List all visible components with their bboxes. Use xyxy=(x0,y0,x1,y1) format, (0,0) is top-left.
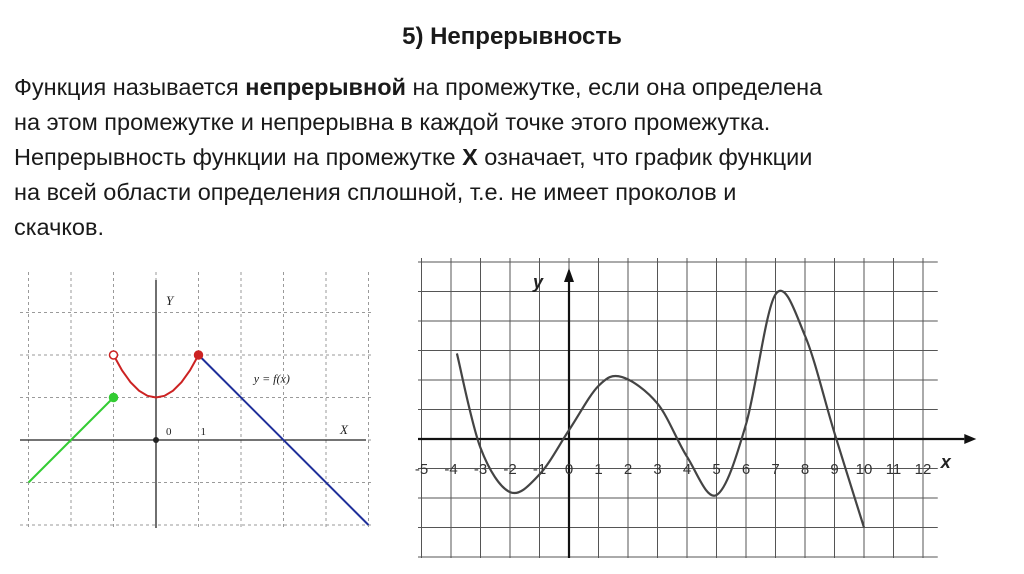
x-tick-label: -1 xyxy=(532,461,547,478)
definition-line-4: на всей области определения сплошной, т.е. не имеет проколов и xyxy=(14,179,737,205)
x-tick-label: 3 xyxy=(653,461,662,478)
filled-endpoint xyxy=(110,394,118,402)
text-span: Непрерывность функции на промежутке xyxy=(14,144,463,170)
y-axis-label: y xyxy=(533,272,544,292)
definition-line-2: на этом промежутке и непрерывна в каждой точке этого промежутка. xyxy=(14,109,771,135)
x-axis-label: X xyxy=(340,422,348,437)
open-endpoint xyxy=(110,351,118,359)
definition-line-1 xyxy=(14,70,1014,105)
tick-label: 0 xyxy=(166,426,172,438)
x-axis-label: x xyxy=(940,452,951,472)
bold-term-x: Х xyxy=(462,144,478,170)
bold-term-continuous: непрерывной xyxy=(245,74,406,100)
left-function-graph xyxy=(20,272,372,528)
x-tick-label: 2 xyxy=(623,461,633,478)
x-tick-label: 12 xyxy=(914,461,932,478)
x-tick-label: 7 xyxy=(771,461,780,478)
x-tick-label: 10 xyxy=(855,461,873,478)
definition-text xyxy=(14,70,1014,245)
x-tick-label: 5 xyxy=(712,461,721,478)
x-tick-label: 4 xyxy=(682,461,692,478)
definition-line-3 xyxy=(14,140,1014,175)
y-axis-label: Y xyxy=(166,293,174,308)
text-span: на промежутке, если она определена xyxy=(406,74,823,100)
y-axis-arrow xyxy=(564,268,574,282)
x-axis-arrow xyxy=(964,434,976,444)
x-tick-label: -4 xyxy=(444,461,458,478)
x-tick-label: 9 xyxy=(830,461,839,478)
definition-line-5: скачков. xyxy=(14,214,104,240)
text-span: означает, что график функции xyxy=(477,144,813,170)
text-span: Функция называется xyxy=(14,74,246,100)
tick-label: 1 xyxy=(200,426,206,438)
x-tick-label: 11 xyxy=(885,461,902,478)
x-tick-label: -2 xyxy=(503,461,517,478)
origin-point xyxy=(153,437,159,443)
x-tick-label: -5 xyxy=(414,461,429,478)
slide-title: 5) Непрерывность xyxy=(402,23,622,50)
x-tick-label: 8 xyxy=(800,461,810,478)
x-tick-label: -3 xyxy=(473,461,488,478)
x-tick-label: 6 xyxy=(741,461,751,478)
x-tick-label: 1 xyxy=(594,461,603,478)
x-tick-label: 0 xyxy=(564,461,574,478)
function-label: y = f(x) xyxy=(253,371,290,386)
filled-endpoint xyxy=(195,351,203,359)
right-function-graph xyxy=(414,258,970,558)
